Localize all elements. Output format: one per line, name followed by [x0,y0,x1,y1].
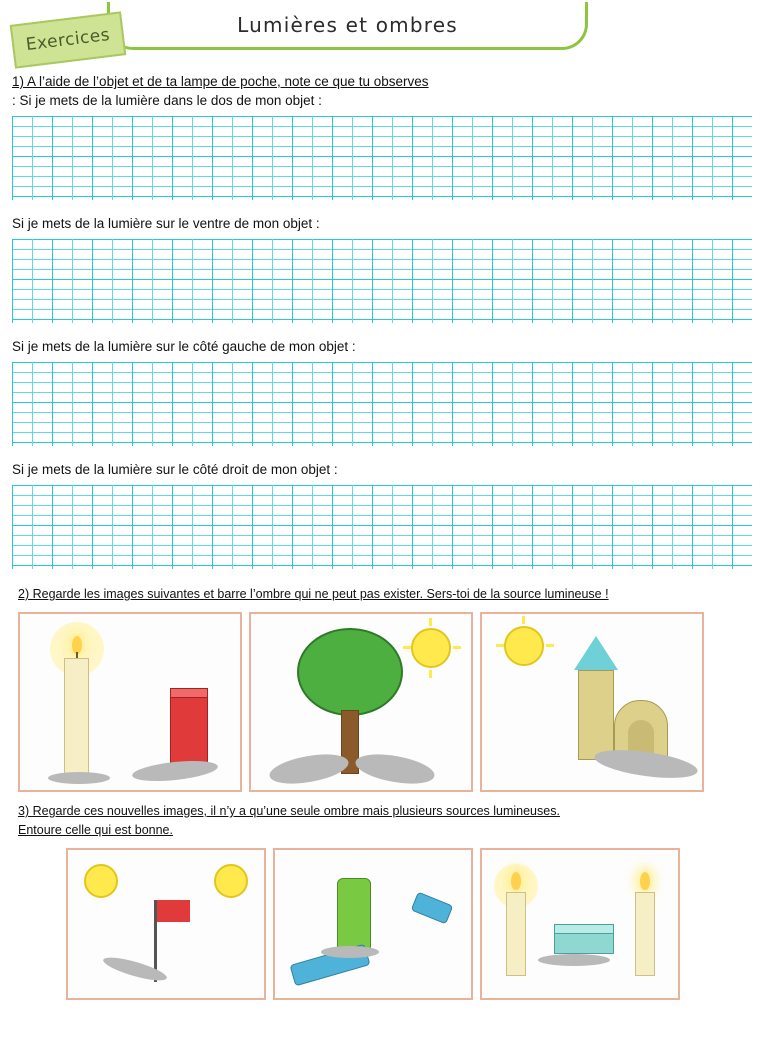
grid-vmajor [12,239,752,323]
candle-body [64,658,89,776]
flame-icon-left [511,872,521,890]
flame-icon-right [640,872,650,890]
candle-shadow [48,772,110,784]
exercise1-subprompt-2: Si je mets de la lumière sur le ventre de mon objet : [12,216,320,231]
sun-ray [429,670,432,678]
exercise1-subprompt-3: Si je mets de la lumière sur le côté gauche de mon objet : [12,339,356,354]
writing-grid-4[interactable] [12,485,752,569]
exercise3-prompt-line2: Entoure celle qui est bonne. [18,823,173,837]
sun-ray [496,644,504,647]
flag-shadow [101,953,168,985]
red-box-shadow [131,758,218,785]
torch-upper [411,892,454,925]
candle-body-right [635,892,655,976]
sun-ray [403,646,411,649]
flag [156,900,190,922]
tree-shadow-right [353,749,436,788]
writing-grid-2[interactable] [12,239,752,323]
blue-slab-top [554,924,614,934]
exercise3-images [0,848,768,1000]
tree-foliage [297,628,403,716]
image-castle-and-sun[interactable] [480,612,704,792]
image-green-cylinder-and-torches[interactable] [273,848,473,1000]
exercices-tag-label: Exercices [24,24,112,56]
image-candle-and-red-box[interactable] [18,612,242,792]
slab-shadow [538,954,610,966]
sun-icon-left [84,864,118,898]
exercise1-subprompt-4: Si je mets de la lumière sur le côté droit de mon objet : [12,462,338,477]
image-two-candles-and-slab[interactable] [480,848,680,1000]
image-flag-and-two-suns[interactable] [66,848,266,1000]
grid-vmajor [12,362,752,446]
image-tree-and-sun[interactable] [249,612,473,792]
exercise1-subprompt-1: : Si je mets de la lumière dans le dos de mon objet : [12,93,322,108]
green-cylinder [337,878,371,952]
blue-slab [554,932,614,954]
sun-ray [546,644,554,647]
grid-vmajor [12,485,752,569]
exercise3-prompt-line1: 3) Regarde ces nouvelles images, il n’y a qu’une seule ombre mais plusieurs sources lumineuses. [18,804,560,818]
title-banner [107,2,588,50]
sun-icon [504,626,544,666]
writing-grid-3[interactable] [12,362,752,446]
page-title: Lumières et ombres [237,12,458,37]
page-header [0,0,768,72]
exercices-tag [10,11,127,68]
castle-tower [578,670,614,760]
exercise2-prompt: 2) Regarde les images suivantes et barre l’ombre qui ne peut pas exister. Sers-toi de la source lumineuse ! [18,587,609,601]
tree-shadow-left [267,749,350,788]
writing-grid-1[interactable] [12,116,752,200]
candle-body-left [506,892,526,976]
red-box-top [170,688,208,698]
castle-roof [574,636,618,670]
sun-icon-right [214,864,248,898]
grid-vmajor [12,116,752,200]
cylinder-shadow [321,946,379,958]
red-box [170,696,208,768]
sun-ray [522,616,525,624]
sun-ray [429,618,432,626]
sun-icon [411,628,451,668]
exercise2-images [0,612,768,792]
sun-ray [453,646,461,649]
exercise1-prompt: 1) A l’aide de l’objet et de ta lampe de poche, note ce que tu observes [12,74,429,89]
